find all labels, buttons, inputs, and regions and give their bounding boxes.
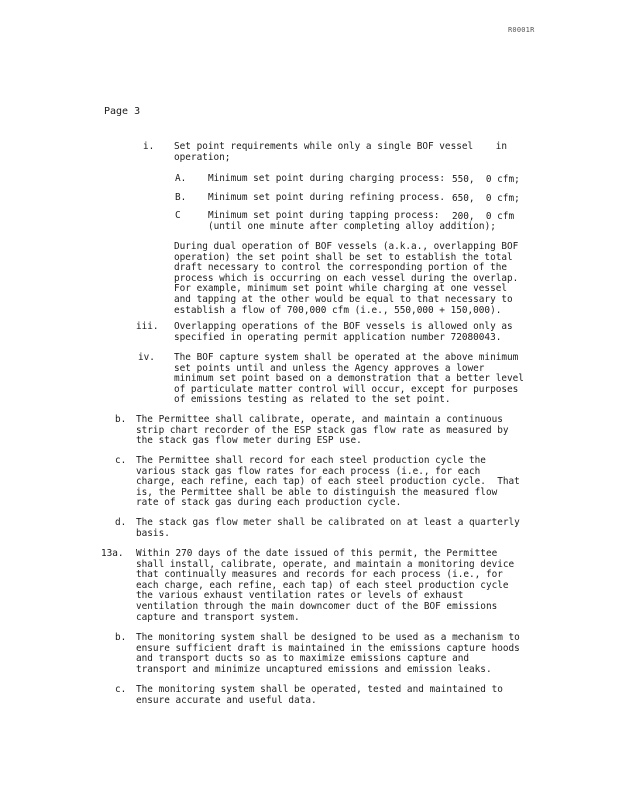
- item-iii-label: iii.: [136, 321, 159, 332]
- subitem-c-text: Minimum set point during tapping process:: [208, 210, 440, 221]
- item-13a-label: 13a.: [101, 548, 124, 559]
- item-c-text: [136, 456, 520, 509]
- text-line: process which is occurring on each vessel during the overlap.: [174, 272, 519, 284]
- text-line: shall install, calibrate, operate, and maintain a monitoring device: [136, 558, 515, 570]
- item-13b-label: b.: [115, 632, 127, 643]
- text-line: and transport ducts so as to maximize emissions capture and: [136, 653, 470, 665]
- subitem-a-label: A.: [175, 173, 187, 184]
- subitem-c-value: 200, 0 cfm: [452, 211, 515, 222]
- item-d-label: d.: [115, 517, 127, 528]
- text-line: the various exhaust ventilation rates or levels of exhaust: [136, 590, 464, 602]
- text-line: rate of stack gas during each production cycle.: [136, 497, 402, 509]
- text-line: the stack gas flow meter during ESP use.: [136, 435, 362, 447]
- text-line: The monitoring system shall be designed to be used as a mechanism to: [136, 632, 520, 643]
- text-line: Within 270 days of the date issued of this permit, the Permittee: [136, 548, 498, 559]
- text-line: set points until and unless the Agency approves a lower: [174, 362, 485, 374]
- item-iv-text: [174, 353, 524, 406]
- text-line: ensure accurate and useful data.: [136, 694, 317, 706]
- text-line: The Permittee shall calibrate, operate, and maintain a continuous: [136, 414, 503, 425]
- item-13c-text: [136, 685, 503, 706]
- text-line: operation) the set point shall be set to establish the total: [174, 251, 513, 263]
- subitem-b-text: Minimum set point during refining process.: [208, 192, 446, 203]
- text-line: strip chart recorder of the ESP stack gas flow rate as measured by: [136, 424, 509, 436]
- item-i-text: [174, 142, 507, 163]
- item-b-label: b.: [115, 414, 127, 425]
- text-line: The monitoring system shall be operated, tested and maintained to: [136, 684, 503, 695]
- text-line: Set point requirements while only a single BOF vessel in: [174, 141, 508, 152]
- item-iv-label: iv.: [138, 352, 155, 363]
- document-stamp: R0001R: [508, 26, 535, 34]
- text-line: ensure sufficient draft is maintained in the emissions capture hoods: [136, 642, 520, 654]
- subitem-a-text: Minimum set point during charging process:: [208, 173, 446, 184]
- text-line: draft necessary to control the corresponding portion of the: [174, 262, 508, 274]
- text-line: that continually measures and records for each process (i.e., for: [136, 569, 503, 581]
- text-line: charge, each refine, each tap) of each steel production cycle. That: [136, 476, 520, 488]
- text-line: specified in operating permit application number 72080043.: [174, 331, 502, 343]
- text-line: is, the Permittee shall be able to distinguish the measured flow: [136, 486, 498, 498]
- text-line: of emissions testing as related to the set point.: [174, 394, 451, 406]
- dual-operation-paragraph: [174, 242, 518, 316]
- text-line: and tapping at the other would be equal to that necessary to: [174, 293, 513, 305]
- text-line: ventilation through the main downcomer duct of the BOF emissions: [136, 600, 498, 612]
- text-line: The BOF capture system shall be operated at the above minimum: [174, 352, 519, 363]
- item-b-text: [136, 415, 509, 447]
- text-line: capture and transport system.: [136, 611, 300, 623]
- text-line: Overlapping operations of the BOF vessels is allowed only as: [174, 321, 513, 332]
- item-i-label: i.: [143, 141, 155, 152]
- item-13c-label: c.: [115, 684, 127, 695]
- subitem-b-label: B.: [175, 192, 187, 203]
- page-number: Page 3: [104, 106, 141, 117]
- subitem-a-value: 550, 0 cfm;: [452, 174, 520, 185]
- item-c-label: c.: [115, 455, 127, 466]
- text-line: establish a flow of 700,000 cfm (i.e., 550,000 + 150,000).: [174, 304, 502, 316]
- text-line: minimum set point based on a demonstration that a better level: [174, 373, 524, 385]
- text-line: of particulate matter control will occur, except for purposes: [174, 383, 519, 395]
- text-line: The Permittee shall record for each steel production cycle the: [136, 455, 486, 466]
- text-line: transport and minimize uncaptured emissions and emission leaks.: [136, 663, 492, 675]
- subitem-c-note: (until one minute after completing alloy addition);: [208, 221, 496, 232]
- item-13b-text: [136, 633, 520, 675]
- text-line: For example, minimum set point while charging at one vessel: [174, 283, 508, 295]
- text-line: various stack gas flow rates for each process (i.e., for each: [136, 465, 481, 477]
- subitem-c-label: C: [175, 210, 181, 221]
- item-d-text: [136, 518, 520, 539]
- text-line: The stack gas flow meter shall be calibrated on at least a quarterly: [136, 517, 520, 528]
- item-iii-text: [174, 322, 513, 343]
- text-line: During dual operation of BOF vessels (a.k.a., overlapping BOF: [174, 241, 519, 252]
- subitem-b-value: 650, 0 cfm;: [452, 193, 520, 204]
- item-13a-text: [136, 549, 514, 623]
- text-line: operation;: [174, 151, 231, 163]
- text-line: each charge, each refine, each tap) of each steel production cycle: [136, 579, 509, 591]
- text-line: basis.: [136, 527, 170, 539]
